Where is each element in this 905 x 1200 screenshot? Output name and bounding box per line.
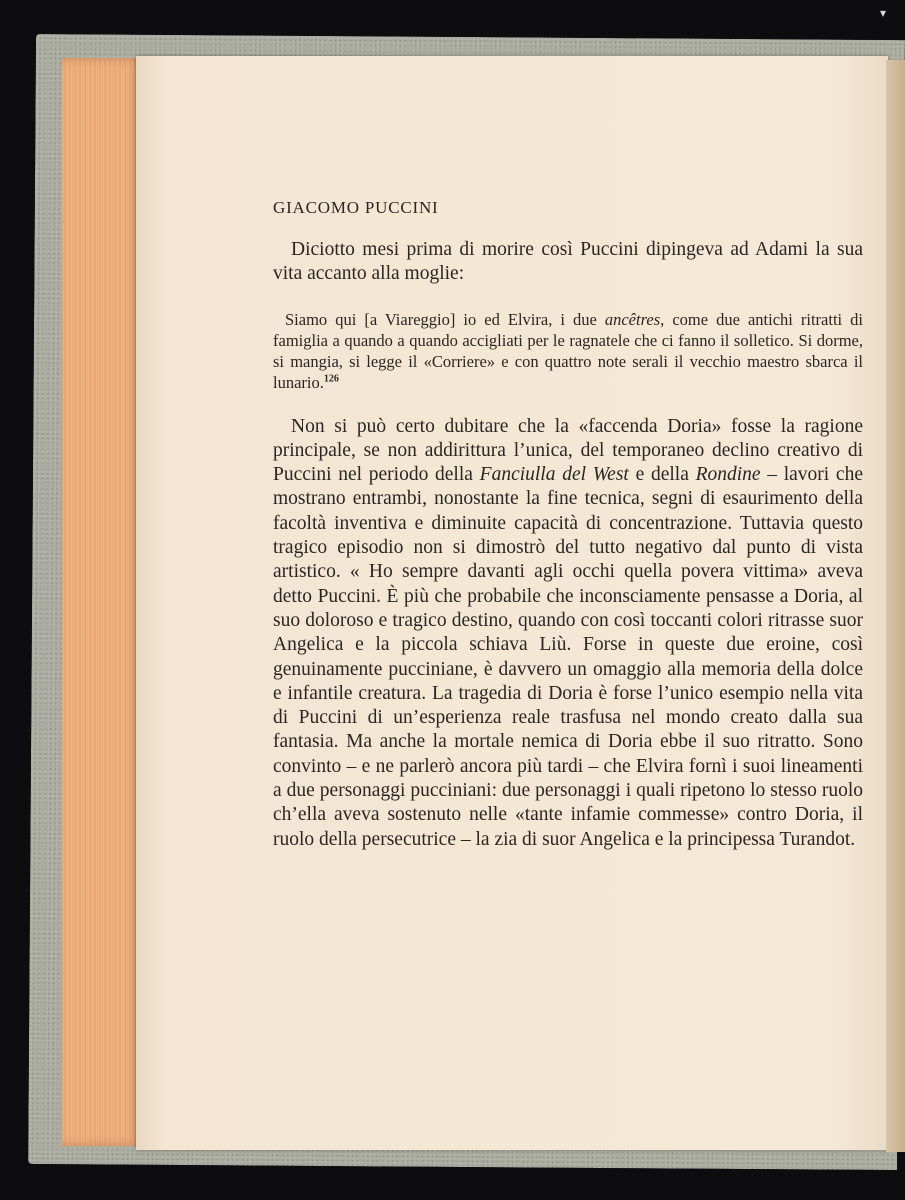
corner-mark: ▾ [880, 6, 887, 20]
footnote-ref: 126 [323, 373, 339, 385]
paragraph-intro: Diciotto mesi prima di morire così Puccini dipingeva ad Adami la sua vita accanto alla moglie: [273, 239, 863, 285]
running-head: GIACOMO PUCCINI [273, 198, 439, 217]
page-text [273, 198, 863, 852]
paragraph-main-part3: – lavori che mostrano entrambi, nonostante la fine tecnica, segni di esaurimento della facoltà inventiva e diminuite capacità di concentrazione. Tuttavia questo tragico episodio non si dimostrò del tutto negativo dal punto di vista artistico. « Ho sempre davanti agli occhi quella povera vittima» aveva detto Puccini. È più che probabile che inconsciamente pensasse a Doria, al suo doloroso e tragico destino, quando con così toccanti colori ritrasse suor Angelica e la piccola schiava Liù. Forse in queste due eroine, così genuinamente pucciniane, è davvero un omaggio alla memoria della dolce e infantile creatura. La tragedia di Doria è forse l’unico esempio nella vita di Puccini di un’esperienza reale trasfusa nel mondo creato dalla sua fantasia. Ma anche la mortale nemica di Doria ebbe il suo ritratto. Sono convinto – e ne parlerò ancora più tardi – che Elvira fornì i suoi lineamenti a due personaggi pucciniani: due personaggi i quali ripetono lo stesso ruolo ch’ella aveva sostenuto nelle «tante infamie commesse» contro Doria, il ruolo della persecutrice – la zia di suor Angelica e la principessa Turandot. [273, 464, 863, 850]
quote-text-start: Siamo qui [a Viareggio] io ed Elvira, i due [285, 309, 605, 329]
paragraph-main [273, 415, 863, 852]
quote-text-end: , come due antichi ritratti di famiglia a quando a quando accigliati per le ragnatele che ci fanno il solletico. Si dorme, si mangia, si legge il «Corriere» e con quattro note serali il vecchio maestro sbarca il lunario. [273, 309, 863, 392]
page-right-edge [886, 60, 905, 1152]
block-quote [273, 309, 863, 393]
page-edges [62, 58, 142, 1146]
paragraph-main-part2: e della [628, 464, 696, 486]
opera-title-rondine: Rondine [695, 464, 761, 486]
opera-title-fanciulla: Fanciulla del West [479, 464, 629, 486]
quote-italic-word: ancêtres [604, 309, 661, 329]
paragraph-main-part1: Non si può certo dubitare che la «faccenda Doria» fosse la ragione principale, se non addirittura l’unica, del temporaneo declino creativo di Puccini nel periodo della [273, 415, 863, 486]
